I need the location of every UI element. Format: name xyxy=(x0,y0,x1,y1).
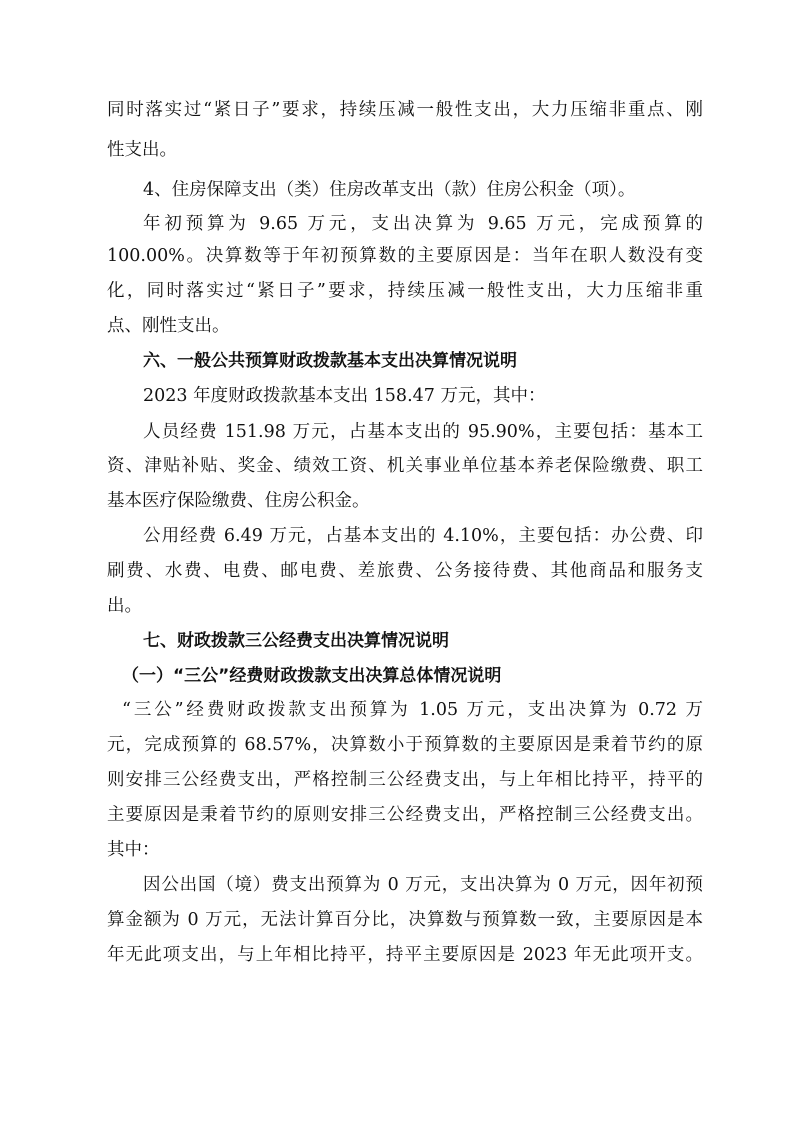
paragraph-line: 因公出国（境）费支出预算为 0 万元，支出决算为 0 万元，因年初预 xyxy=(143,875,703,895)
section-heading: 七、财政拨款三公经费支出决算情况说明 xyxy=(143,631,449,651)
paragraph-line: 出。 xyxy=(107,596,142,616)
paragraph-line: 人员经费 151.98 万元，占基本支出的 95.90%，主要包括：基本工 xyxy=(143,422,703,442)
paragraph-line: 公用经费 6.49 万元，占基本支出的 4.10%，主要包括：办公费、印 xyxy=(143,526,703,546)
paragraph-line: 刷费、水费、电费、邮电费、差旅费、公务接待费、其他商品和服务支 xyxy=(107,561,703,581)
paragraph-line: 100.00%。决算数等于年初预算数的主要原因是：当年在职人数没有变 xyxy=(107,246,703,266)
paragraph-line: 则安排三公经费支出，严格控制三公经费支出，与上年相比持平，持平的 xyxy=(107,770,703,790)
paragraph-line: 其中： xyxy=(107,840,160,860)
paragraph-line: 2023 年度财政拨款基本支出 158.47 万元，其中： xyxy=(143,386,546,406)
paragraph-line: 同时落实过“紧日子”要求，持续压减一般性支出，大力压缩非重点、刚 xyxy=(107,100,703,120)
paragraph-line: 化，同时落实过“紧日子”要求，持续压减一般性支出，大力压缩非重 xyxy=(107,281,703,301)
paragraph-line: 年初预算为 9.65 万元，支出决算为 9.65 万元，完成预算的 xyxy=(143,214,703,234)
paragraph-line: 算金额为 0 万元，无法计算百分比，决算数与预算数一致，主要原因是本 xyxy=(107,910,703,930)
paragraph-line: 性支出。 xyxy=(107,140,177,160)
paragraph-line: 元，完成预算的 68.57%，决算数小于预算数的主要原因是秉着节约的原 xyxy=(107,735,703,755)
paragraph-line: 资、津贴补贴、奖金、绩效工资、机关事业单位基本养老保险缴费、职工 xyxy=(107,456,703,476)
subsection-heading: （一）“三公”经费财政拨款支出决算总体情况说明 xyxy=(122,666,502,686)
paragraph-line: 基本医疗保险缴费、住房公积金。 xyxy=(107,491,370,511)
paragraph-line: 4、住房保障支出（类）住房改革支出（款）住房公积金（项）。 xyxy=(143,180,636,200)
paragraph-line: “三公”经费财政拨款支出预算为 1.05 万元，支出决算为 0.72 万 xyxy=(122,700,703,720)
paragraph-line: 点、刚性支出。 xyxy=(107,316,230,336)
section-heading: 六、一般公共预算财政拨款基本支出决算情况说明 xyxy=(143,351,517,371)
paragraph-line: 主要原因是秉着节约的原则安排三公经费支出，严格控制三公经费支出。 xyxy=(107,805,703,825)
paragraph-line: 年无此项支出，与上年相比持平，持平主要原因是 2023 年无此项开支。 xyxy=(107,945,703,965)
